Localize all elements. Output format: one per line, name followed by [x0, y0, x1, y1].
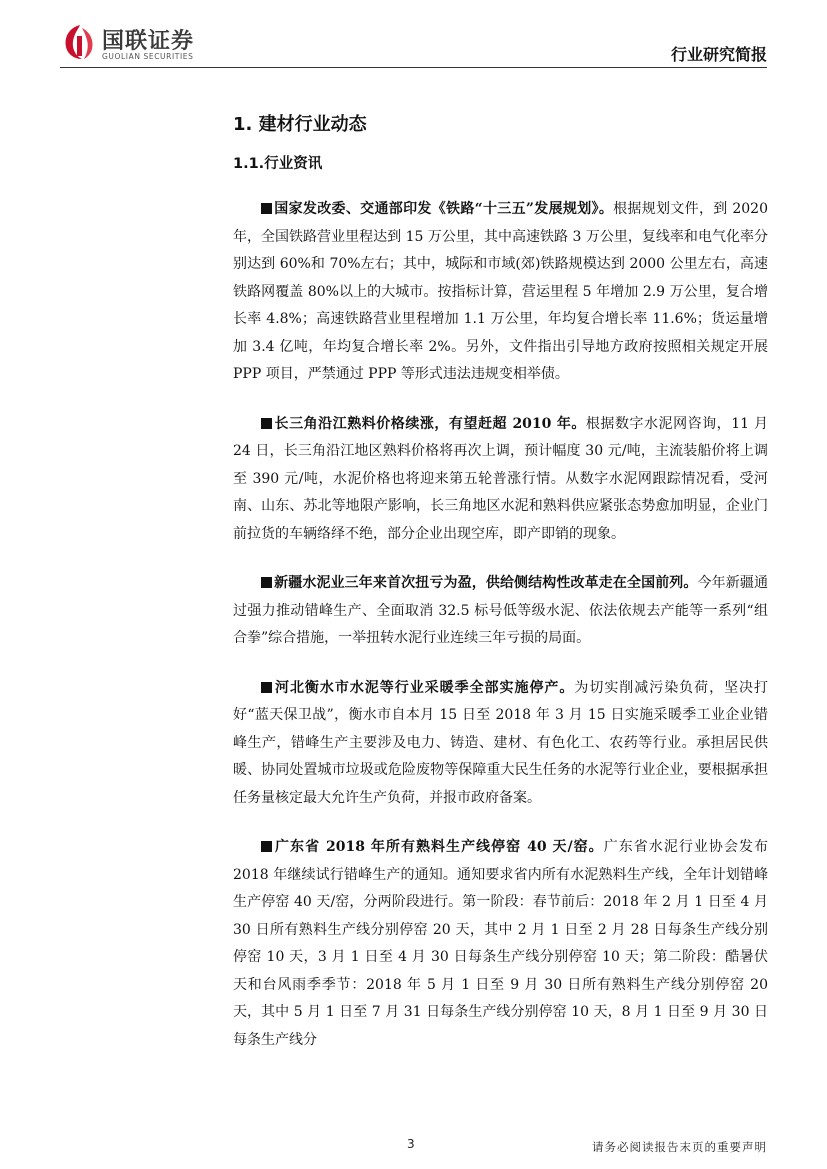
news-headline: 国家发改委、交通部印发《铁路“十三五”发展规划》。	[274, 201, 614, 217]
news-headline: 新疆水泥业三年来首次扭亏为盈，供给侧结构性改革走在全国前列。	[274, 575, 698, 591]
news-headline: 河北衡水市水泥等行业采暖季全部实施停产。	[274, 679, 575, 696]
report-type: 行业研究简报	[670, 45, 767, 64]
guolian-logo	[60, 22, 230, 62]
news-body: 广东省水泥行业协会发布 2018 年继续试行错峰生产的通知。通知要求省内所有水泥熟料生产线，全年计划错峰生产停窑 40 天/窑，分两阶段进行。第一阶段：春节前后：2018 年 2 月 1 日至 4 月 30 日所有熟料生产线分别停窑 20 天，其中 2 月 1 日至 2 月 28 日每条生产线分别停窑 10 天，3 月 1 日至 4 月 30 日每条生产线分别停窑 10 天；第二阶段：酷暑伏天和台风雨季季节：2018 年 5 月 1 日至 9 月 30 日所有熟料生产线分别停窑 20 天，其中 5 月 1 日至 7 月 31 日每条生产线分别停窑 10 天，8 月 1 日至 9 月 30 日每条生产线分	[233, 839, 768, 1048]
section-title: 1. 建材行业动态	[233, 114, 367, 135]
square-bullet-icon	[261, 841, 272, 852]
news-headline: 长三角沿江熟料价格续涨，有望赶超 2010 年。	[274, 415, 586, 432]
page-number: 3	[407, 1137, 415, 1151]
page-footer	[0, 1129, 827, 1169]
news-body: 根据规划文件，到 2020 年，全国铁路营业里程达到 15 万公里，其中高速铁路 3 万公里，复线率和电气化率分别达到 60%和 70%左右；其中，城际和市域(郊)铁路规模达到 2000 公里左右，高速铁路网覆盖 80%以上的大城市。按指标计算，营运里程 5 年增加 2.9 万公里，复合增长率 4.8%；高速铁路营业里程增加 1.1 万公里，年均复合增长率 11.6%；货运量增加 3.4 亿吨，年均复合增长率 2%。另外，文件指出引导地方政府按照相关规定开展 PPP 项目，严禁通过 PPP 等形式违法违规变相举债。	[233, 201, 768, 382]
news-body: 为切实削减污染负荷，坚决打好“蓝天保卫战”，衡水市自本月 15 日至 2018 年 3 月 15 日实施采暖季工业企业错峰生产，错峰生产主要涉及电力、铸造、建材、有色化工、农药等行业。承担居民供暖、协同处置城市垃圾或危险废物等保障重大民生任务的水泥等行业企业，要根据承担任务量核定最大允许生产负荷，并报市政府备案。	[233, 679, 769, 806]
square-bullet-icon	[261, 682, 272, 693]
header-divider	[60, 67, 767, 68]
news-paragraph	[233, 675, 768, 813]
news-paragraph	[233, 411, 768, 549]
article-body	[233, 196, 768, 1076]
guolian-logo-icon	[60, 22, 100, 62]
news-paragraph	[233, 834, 768, 1054]
square-bullet-icon	[261, 577, 272, 588]
page-header	[0, 0, 827, 70]
section-subtitle: 1.1.行业资讯	[233, 156, 323, 172]
square-bullet-icon	[261, 203, 272, 214]
news-body: 根据数字水泥网咨询，11 月 24 日，长三角沿江地区熟料价格将再次上调，预计幅度 30 元/吨，主流装船价将上调至 390 元/吨，水泥价格也将迎来第五轮普涨行情。从数字水泥网跟踪情况看，受河南、山东、苏北等地限产影响，长三角地区水泥和熟料供应紧张态势愈加明显，企业门前拉货的车辆络绎不绝，部分企业出现空库，即产即销的现象。	[233, 415, 769, 542]
news-paragraph	[233, 570, 768, 653]
news-paragraph	[233, 196, 768, 389]
logo-chinese-name: 国联证券	[102, 29, 195, 54]
square-bullet-icon	[261, 418, 272, 429]
news-body: 今年新疆通过强力推动错峰生产、全面取消 32.5 标号低等级水泥、依法依规去产能等一系列“组合拳”综合措施，一举扭转水泥行业连续三年亏损的局面。	[233, 575, 769, 646]
disclaimer-note: 请务必阅读报告末页的重要声明	[592, 1140, 767, 1154]
news-headline: 广东省 2018 年所有熟料生产线停窑 40 天/窑。	[274, 839, 604, 855]
logo-english-name: GUOLIAN SECURITIES	[102, 52, 194, 61]
